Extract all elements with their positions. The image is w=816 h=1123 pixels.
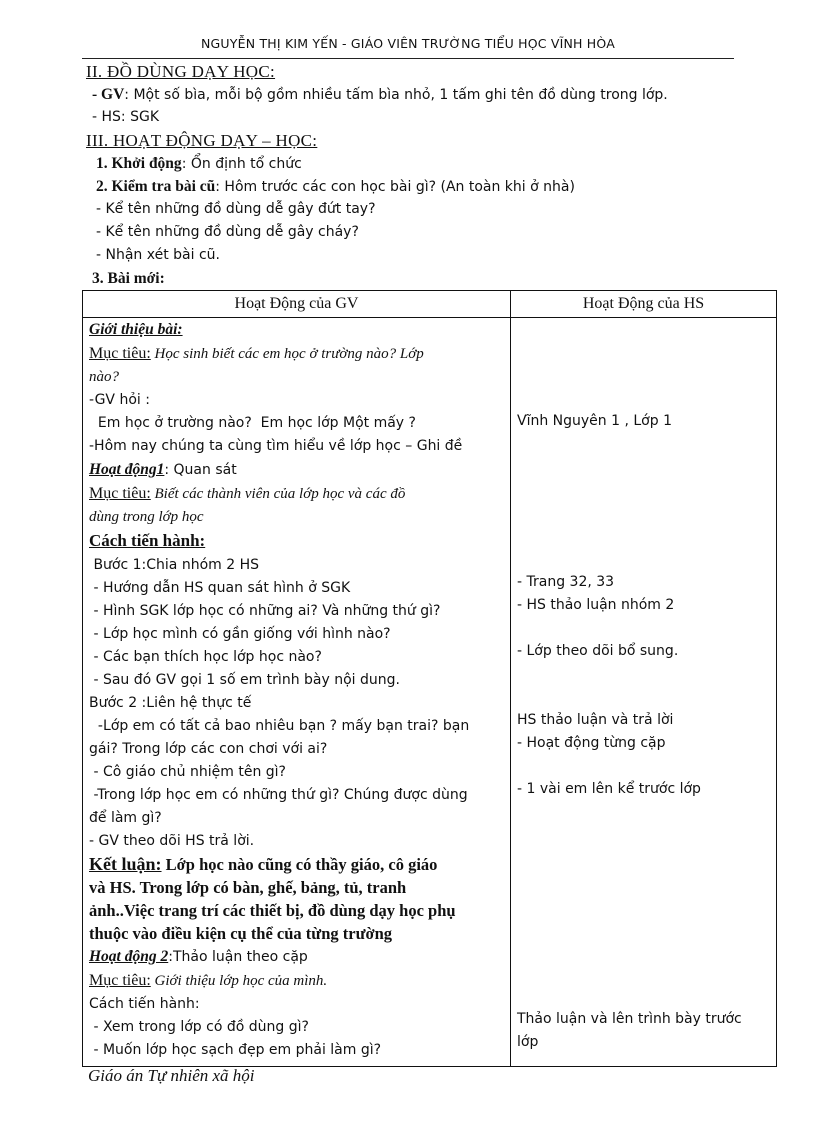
step-1-c: - Lớp học mình có gần giống với hình nào? bbox=[89, 626, 391, 642]
objective-2-cont: dùng trong lớp học bbox=[89, 509, 204, 525]
objective-2-text: Biết các thành viên của lớp học và các đồ bbox=[150, 486, 406, 502]
review-question-1: - Kể tên những đồ dùng dễ gây đứt tay? bbox=[96, 201, 376, 217]
step-1-d: - Các bạn thích học lớp học nào? bbox=[89, 649, 322, 665]
conclusion-4: thuộc vào điều kiện cụ thể của từng trường bbox=[89, 924, 393, 943]
student-answer-7: - 1 vài em lên kể trước lớp bbox=[517, 781, 701, 797]
conclusion-1: Lớp học nào cũng có thầy giáo, cô giáo bbox=[161, 855, 438, 874]
procedure-2-label: Cách tiến hành: bbox=[89, 996, 200, 1012]
step-2-a-cont: gái? Trong lớp các con chơi với ai? bbox=[89, 741, 328, 757]
procedure-label: Cách tiến hành: bbox=[89, 531, 206, 550]
student-answer-8-cont: lớp bbox=[517, 1034, 539, 1050]
student-answer-6: - Hoạt động từng cặp bbox=[517, 735, 666, 751]
activity-1-text: : Quan sát bbox=[164, 462, 237, 478]
teacher-column-header: Hoạt Động của GV bbox=[83, 291, 511, 318]
step-2-label: 2. Kiểm tra bài cũ bbox=[96, 178, 216, 195]
step-2-text: : Hôm trước các con học bài gì? (An toàn khi ở nhà) bbox=[215, 179, 575, 195]
conclusion-label: Kết luận: bbox=[89, 854, 162, 874]
student-answer-4: - Lớp theo dõi bổ sung. bbox=[517, 643, 679, 659]
page-header: NGUYỄN THỊ KIM YẾN - GIÁO VIÊN TRƯỜNG TIỂU HỌC VĨNH HÒA bbox=[201, 36, 615, 51]
step-2-group: Bước 2 :Liên hệ thực tế bbox=[89, 695, 252, 711]
header-divider bbox=[82, 58, 734, 59]
objective-1-cont: nào? bbox=[89, 369, 119, 385]
activity-2-c2: - Muốn lớp học sạch đẹp em phải làm gì? bbox=[89, 1042, 382, 1058]
conclusion-2: và HS. Trong lớp có bàn, ghế, bảng, tủ, tranh bbox=[89, 878, 407, 897]
step-1-e: - Sau đó GV gọi 1 số em trình bày nội dung. bbox=[89, 672, 400, 688]
step-2-c-cont: để làm gì? bbox=[89, 810, 162, 826]
teacher-activities-cell bbox=[83, 318, 511, 1067]
step-1-group: Bước 1:Chia nhóm 2 HS bbox=[89, 557, 260, 573]
gv-materials: : Một số bìa, mỗi bộ gồm nhiều tấm bìa nhỏ, 1 tấm ghi tên đồ dùng trong lớp. bbox=[124, 87, 668, 103]
gv-label: - GV bbox=[92, 86, 125, 103]
step-2-d: - GV theo dõi HS trả lời. bbox=[89, 833, 255, 849]
intro-title: Giới thiệu bài: bbox=[89, 321, 183, 338]
student-answer-8: Thảo luận và lên trình bày trước bbox=[517, 1011, 742, 1027]
review-question-2: - Kể tên những đồ dùng dễ gây cháy? bbox=[96, 224, 359, 240]
step-1-a: - Hướng dẫn HS quan sát hình ở SGK bbox=[89, 580, 351, 596]
objective-1-text: Học sinh biết các em học ở trường nào? Lớp bbox=[150, 346, 424, 362]
activity-1-label: Hoạt động1 bbox=[89, 461, 165, 478]
student-answer-1: Vĩnh Nguyên 1 , Lớp 1 bbox=[517, 413, 672, 429]
lesson-intro bbox=[86, 60, 736, 290]
objective-label-3: Mục tiêu: bbox=[89, 972, 151, 989]
step-2-a: -Lớp em có tất cả bao nhiêu bạn ? mấy bạn trai? bạn bbox=[89, 718, 470, 734]
activity-2-label: Hoạt động 2 bbox=[89, 948, 169, 965]
activity-table bbox=[82, 290, 777, 1067]
step-1-label: 1. Khởi động bbox=[96, 155, 182, 172]
section-3-title: III. HOẠT ĐỘNG DẠY – HỌC: bbox=[86, 131, 318, 150]
hs-materials: - HS: SGK bbox=[92, 109, 159, 125]
section-2-title: II. ĐỒ DÙNG DẠY HỌC: bbox=[86, 62, 276, 81]
student-answer-3: - HS thảo luận nhóm 2 bbox=[517, 597, 675, 613]
student-activities-cell bbox=[511, 318, 777, 1067]
student-column-header: Hoạt Động của HS bbox=[511, 291, 777, 318]
step-1-text: : Ổn định tổ chức bbox=[181, 156, 302, 172]
objective-label: Mục tiêu: bbox=[89, 345, 151, 362]
activity-2-c1: - Xem trong lớp có đồ dùng gì? bbox=[89, 1019, 309, 1035]
student-answer-2: - Trang 32, 33 bbox=[517, 574, 615, 590]
review-question-3: - Nhận xét bài cũ. bbox=[96, 247, 220, 263]
step-1-b: - Hình SGK lớp học có những ai? Và những thứ gì? bbox=[89, 603, 441, 619]
objective-label-2: Mục tiêu: bbox=[89, 485, 151, 502]
student-answer-5: HS thảo luận và trả lời bbox=[517, 712, 674, 728]
step-2-c: -Trong lớp học em có những thứ gì? Chúng được dùng bbox=[89, 787, 468, 803]
teacher-question: Em học ở trường nào? Em học lớp Một mấy ? bbox=[89, 415, 416, 431]
step-3-label: 3. Bài mới: bbox=[92, 270, 165, 287]
page-footer: Giáo án Tự nhiên xã hội bbox=[88, 1066, 255, 1085]
today-topic: -Hôm nay chúng ta cùng tìm hiểu về lớp học – Ghi đề bbox=[89, 438, 463, 454]
objective-3-text: Giới thiệu lớp học của mình. bbox=[150, 973, 328, 989]
activity-2-text: :Thảo luận theo cặp bbox=[168, 949, 308, 965]
step-2-b: - Cô giáo chủ nhiệm tên gì? bbox=[89, 764, 286, 780]
teacher-asks: -GV hỏi : bbox=[89, 392, 150, 408]
conclusion-3: ảnh..Việc trang trí các thiết bị, đồ dùng dạy học phụ bbox=[89, 901, 456, 920]
